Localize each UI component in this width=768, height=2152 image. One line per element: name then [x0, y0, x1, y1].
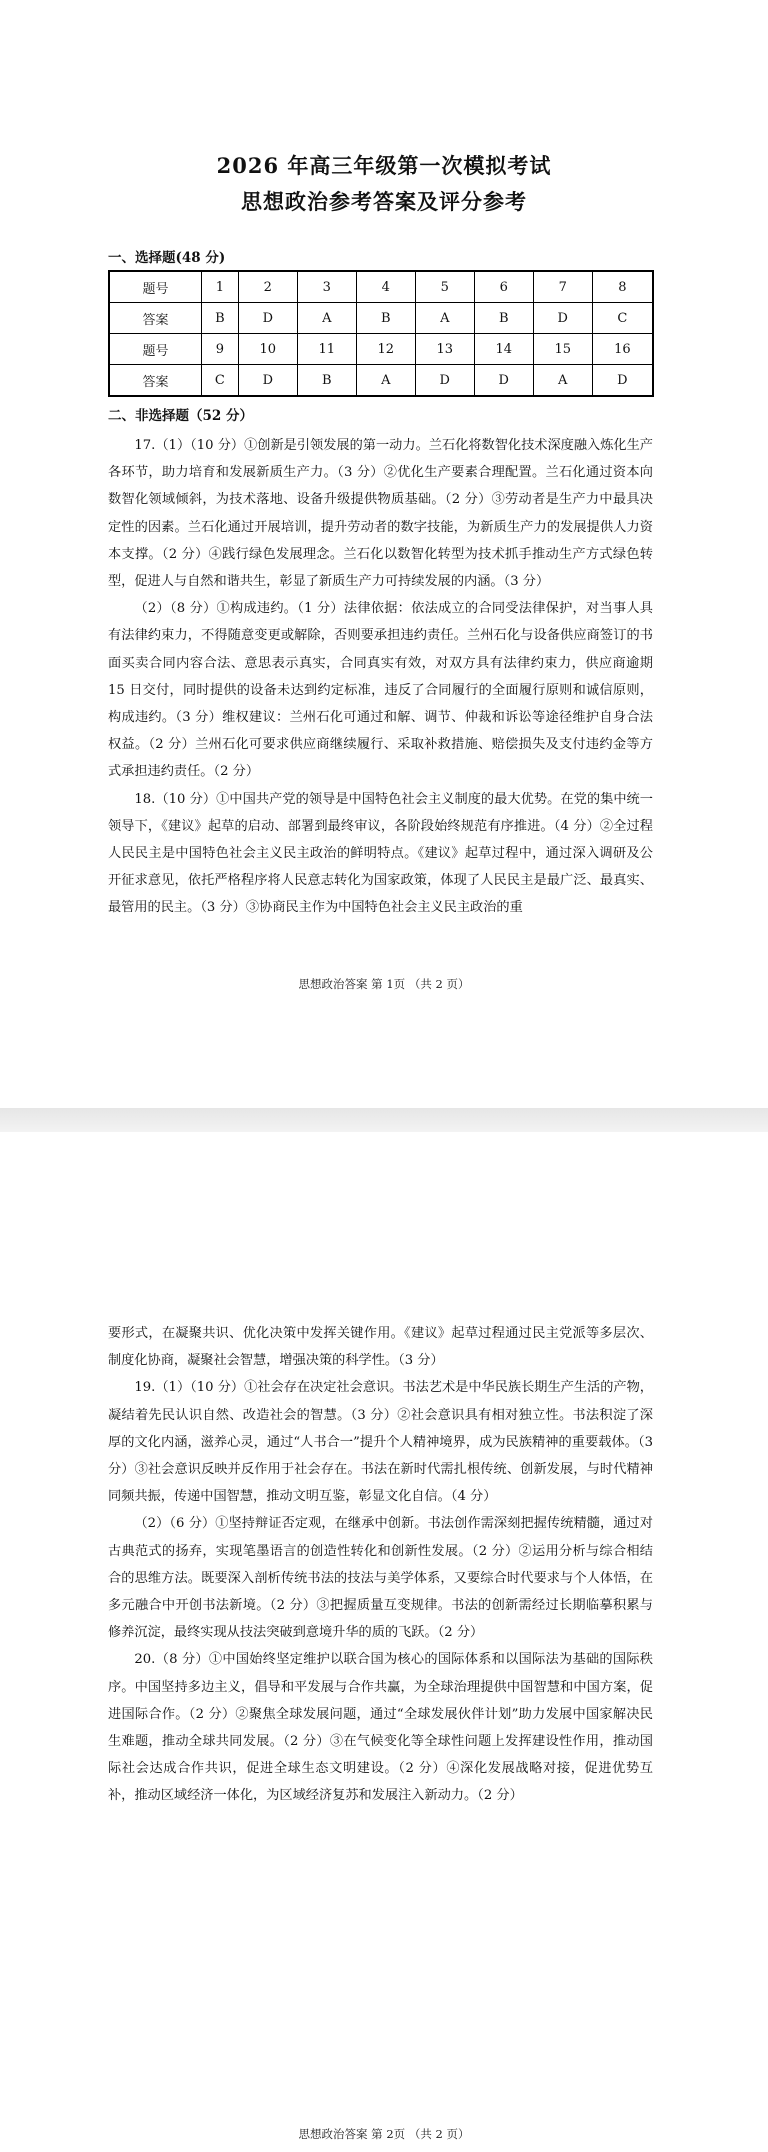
answer-paragraph: 17.（1）（10 分）①创新是引领发展的第一动力。兰石化将数智化技术深度融入炼化生产各环节，助力培育和发展新质生产力。（3 分）②优化生产要素合理配置。兰石化通过资本向数智化领域倾斜，为技术落地、设备升级提供物质基础。（2 分）③劳动者是生产力中最具决定性的因素。兰石化通过开展培训，提升劳动者的数字技能，为新质生产力的发展提供人力资本支撑。（2 分）④践行绿色发展理念。兰石化以数智化转型为技术抓手推动生产方式绿色转型，促进人与自然和谐共生，彰显了新质生产力可持续发展的内涵。（3 分）	[108, 438, 653, 590]
table-cell: B	[474, 303, 533, 334]
table-cell: 3	[297, 271, 356, 303]
table-cell: 4	[356, 271, 415, 303]
table-cell: 13	[415, 334, 474, 365]
table-cell: A	[356, 365, 415, 397]
table-cell: A	[533, 365, 592, 397]
table-cell: 15	[533, 334, 592, 365]
table-cell: 12	[356, 334, 415, 365]
page-footer: 思想政治答案 第 1页 （共 2 页）	[298, 977, 470, 991]
section-heading-choice: 一、选择题(48 分)	[108, 250, 226, 266]
table-cell: B	[202, 303, 239, 334]
table-cell: 5	[415, 271, 474, 303]
table-cell: D	[474, 365, 533, 397]
table-cell: 16	[592, 334, 653, 365]
table-cell: D	[533, 303, 592, 334]
table-cell: B	[356, 303, 415, 334]
page2-body	[108, 1320, 653, 1810]
page-2	[0, 1132, 768, 2152]
answer-paragraph: 要形式，在凝聚共识、优化决策中发挥关键作用。《建议》起草过程通过民主党派等多层次、制度化协商，凝聚社会智慧，增强决策的科学性。（3 分）	[108, 1326, 653, 1369]
page-divider	[0, 1108, 768, 1132]
exam-subtitle: 思想政治参考答案及评分参考	[241, 189, 527, 214]
page1-body	[108, 432, 653, 922]
table-row	[109, 303, 653, 334]
table-cell: C	[202, 365, 239, 397]
table-row-header: 题号	[109, 271, 202, 303]
table-cell: 7	[533, 271, 592, 303]
answer-paragraph: 18.（10 分）①中国共产党的领导是中国特色社会主义制度的最大优势。在党的集中统一领导下，《建议》起草的启动、部署到最终审议，各阶段始终规范有序推进。（4 分）②全过程人民民主是中国特色社会主义民主政治的鲜明特点。《建议》起草过程中，通过深入调研及公开征求意见，依托严格程序将人民意志转化为国家政策，体现了人民民主是最广泛、最真实、最管用的民主。（3 分）③协商民主作为中国特色社会主义民主政治的重	[108, 791, 653, 916]
table-cell: D	[238, 303, 297, 334]
answer-paragraph: （2）（8 分）①构成违约。（1 分）法律依据：依法成立的合同受法律保护，对当事人具有法律约束力，不得随意变更或解除，否则要承担违约责任。兰州石化与设备供应商签订的书面买卖合同内容合法、意思表示真实，合同真实有效，对双方具有法律约束力，供应商逾期 15 日交付，同时提供的设备未达到约定标准，违反了合同履行的全面履行原则和诚信原则，构成违约。（3 分）维权建议：兰州石化可通过和解、调节、仲裁和诉讼等途径维护自身合法权益。（2 分）兰州石化可要求供应商继续履行、采取补救措施、赔偿损失及支付违约金等方式承担违约责任。（2 分）	[108, 601, 653, 780]
table-cell: C	[592, 303, 653, 334]
answer-table	[108, 270, 654, 397]
table-cell: 10	[238, 334, 297, 365]
table-row	[109, 334, 653, 365]
table-row-header: 答案	[109, 303, 202, 334]
table-cell: B	[297, 365, 356, 397]
table-cell: 6	[474, 271, 533, 303]
table-cell: D	[238, 365, 297, 397]
answer-paragraph: 19.（1）（10 分）①社会存在决定社会意识。书法艺术是中华民族长期生产生活的产物，凝结着先民认识自然、改造社会的智慧。（3 分）②社会意识具有相对独立性。书法积淀了深厚的文化内涵，滋养心灵，通过“人书合一”提升个人精神境界，成为民族精神的重要载体。（3 分）③社会意识反映并反作用于社会存在。书法在新时代需扎根传统、创新发展，与时代精神同频共振，传递中国智慧，推动文明互鉴，彰显文化自信。（4 分）	[108, 1380, 653, 1505]
answer-paragraph: 20.（8 分）①中国始终坚定维护以联合国为核心的国际体系和以国际法为基础的国际秩序。中国坚持多边主义，倡导和平发展与合作共赢，为全球治理提供中国智慧和中国方案，促进国际合作。（2 分）②聚焦全球发展问题，通过“全球发展伙伴计划”助力发展中国家解决民生难题，推动全球共同发展。（2 分）③在气候变化等全球性问题上发挥建设性作用，推动国际社会达成合作共识，促进全球生态文明建设。（2 分）④深化发展战略对接，促进优势互补，推动区域经济一体化，为区域经济复苏和发展注入新动力。（2 分）	[108, 1652, 653, 1804]
section-heading-nonchoice: 二、非选择题（52 分）	[108, 408, 253, 424]
table-row-header: 题号	[109, 334, 202, 365]
table-cell: 11	[297, 334, 356, 365]
page-footer: 思想政治答案 第 2页 （共 2 页）	[298, 2127, 470, 2141]
table-row-header: 答案	[109, 365, 202, 397]
table-cell: 9	[202, 334, 239, 365]
table-cell: 1	[202, 271, 239, 303]
table-cell: D	[415, 365, 474, 397]
table-cell: 8	[592, 271, 653, 303]
table-cell: A	[415, 303, 474, 334]
table-cell: 14	[474, 334, 533, 365]
table-cell: D	[592, 365, 653, 397]
table-cell: 2	[238, 271, 297, 303]
table-row	[109, 271, 653, 303]
table-cell: A	[297, 303, 356, 334]
table-row	[109, 365, 653, 397]
exam-title: 2026 年高三年级第一次模拟考试	[216, 153, 552, 178]
answer-paragraph: （2）（6 分）①坚持辩证否定观，在继承中创新。书法创作需深刻把握传统精髓，通过对古典范式的扬弃，实现笔墨语言的创造性转化和创新性发展。（2 分）②运用分析与综合相结合的思维方法。既要深入剖析传统书法的技法与美学体系，又要综合时代要求与个人体悟，在多元融合中开创书法新境。（2 分）③把握质量互变规律。书法的创新需经过长期临摹积累与修养沉淀，最终实现从技法突破到意境升华的质的飞跃。（2 分）	[108, 1516, 653, 1641]
